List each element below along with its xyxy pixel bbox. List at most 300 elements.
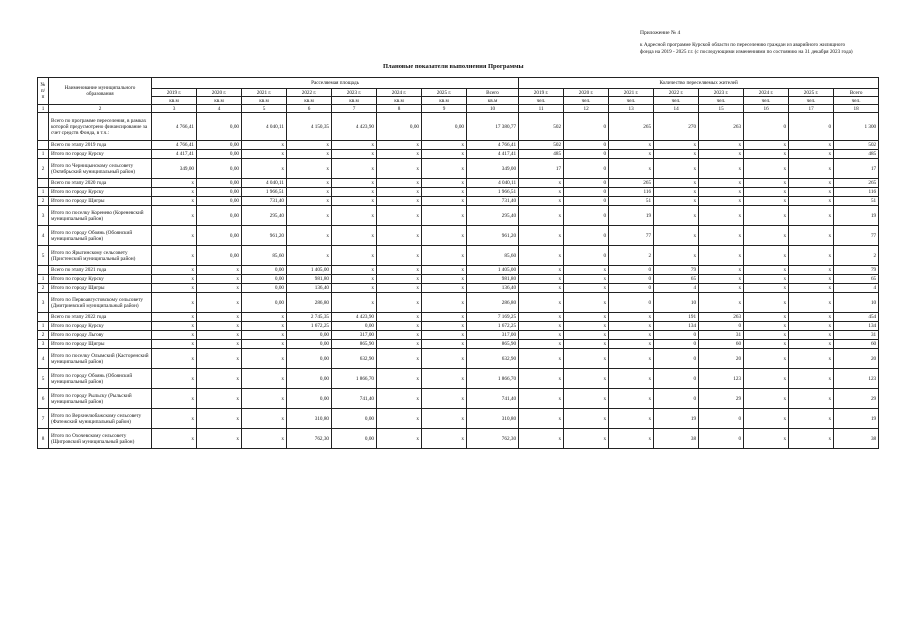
row-name-cell: Всего по этапу 2019 года <box>49 141 152 150</box>
area-value-cell: 17 380,77 <box>467 113 519 141</box>
area-value-cell: x <box>242 331 287 340</box>
row-name-cell: Итого по городу Обоянь (Обоянский муниципальный район) <box>49 369 152 389</box>
area-value-cell: x <box>377 313 422 322</box>
row-number-cell <box>38 313 49 322</box>
unit-header: чел. <box>519 97 564 105</box>
area-value-cell: 0,00 <box>332 409 377 429</box>
row-name-cell: Итого по Черницынскому сельсовету (Октябрьский муниципальный район) <box>49 159 152 179</box>
area-value-cell: x <box>332 206 377 226</box>
people-value-cell: 0 <box>609 266 654 275</box>
area-value-cell: 4 417,41 <box>467 150 519 159</box>
people-value-cell: x <box>609 141 654 150</box>
area-value-cell: 4 150,35 <box>287 113 332 141</box>
row-name-cell: Итого по городу Курску <box>49 322 152 331</box>
unit-header: чел. <box>699 97 744 105</box>
area-value-cell: x <box>332 246 377 266</box>
area-value-cell: x <box>422 206 467 226</box>
area-value-cell: 1 672,25 <box>287 322 332 331</box>
area-value-cell: 7 169,25 <box>467 313 519 322</box>
row-name-cell: Итого по поселку Олымский (Касторенский муниципальный район) <box>49 349 152 369</box>
table-row <box>38 141 879 150</box>
area-value-cell: x <box>332 179 377 188</box>
unit-header: чел. <box>564 97 609 105</box>
column-number: 4 <box>197 105 242 113</box>
area-value-cell: x <box>287 226 332 246</box>
people-value-cell: 502 <box>834 141 879 150</box>
people-value-cell: x <box>789 159 834 179</box>
people-value-cell: x <box>609 159 654 179</box>
people-value-cell: x <box>519 206 564 226</box>
table-row <box>38 188 879 197</box>
area-value-cell: 0,00 <box>422 113 467 141</box>
people-value-cell: x <box>609 322 654 331</box>
area-value-cell: 0,00 <box>332 322 377 331</box>
column-number: 9 <box>422 105 467 113</box>
people-value-cell: 0 <box>564 113 609 141</box>
unit-header: кв.м <box>377 97 422 105</box>
row-number-cell: 4 <box>38 226 49 246</box>
table-row <box>38 313 879 322</box>
people-value-cell: x <box>789 340 834 349</box>
area-value-cell: 0,00 <box>287 369 332 389</box>
area-value-cell: 295,40 <box>467 206 519 226</box>
people-value-cell: x <box>564 389 609 409</box>
area-value-cell: x <box>287 206 332 226</box>
unit-header: чел. <box>834 97 879 105</box>
area-value-cell: 4 417,41 <box>152 150 197 159</box>
people-value-cell: x <box>519 349 564 369</box>
area-value-cell: x <box>197 331 242 340</box>
people-value-cell: x <box>744 313 789 322</box>
area-value-cell: 4 423,90 <box>332 113 377 141</box>
area-value-cell: x <box>377 369 422 389</box>
area-value-cell: x <box>422 197 467 206</box>
people-value-cell: x <box>789 188 834 197</box>
area-value-cell: x <box>332 188 377 197</box>
area-value-cell: x <box>152 275 197 284</box>
area-value-cell: x <box>377 141 422 150</box>
people-value-cell: x <box>744 266 789 275</box>
people-value-cell: x <box>744 188 789 197</box>
area-value-cell: x <box>152 188 197 197</box>
area-value-cell: x <box>377 349 422 369</box>
table-row <box>38 369 879 389</box>
area-value-cell: x <box>152 197 197 206</box>
people-year-header: Всего <box>834 89 879 97</box>
area-value-cell: x <box>332 293 377 313</box>
area-value-cell: x <box>242 141 287 150</box>
people-value-cell: 270 <box>654 113 699 141</box>
area-value-cell: x <box>242 369 287 389</box>
people-value-cell: 265 <box>609 113 654 141</box>
table-row <box>38 331 879 340</box>
area-value-cell: x <box>287 197 332 206</box>
area-value-cell: x <box>287 141 332 150</box>
people-value-cell: x <box>744 293 789 313</box>
people-value-cell: x <box>609 331 654 340</box>
area-value-cell: 0,00 <box>197 246 242 266</box>
people-value-cell: x <box>519 293 564 313</box>
people-value-cell: x <box>564 275 609 284</box>
area-year-header: 2023 г. <box>332 89 377 97</box>
area-year-header: 2025 г. <box>422 89 467 97</box>
people-value-cell: x <box>519 313 564 322</box>
area-value-cell: x <box>152 429 197 449</box>
people-value-cell: x <box>519 429 564 449</box>
row-number-cell: 1 <box>38 188 49 197</box>
area-value-cell: x <box>377 150 422 159</box>
area-value-cell: 317,00 <box>332 331 377 340</box>
people-value-cell: x <box>609 369 654 389</box>
row-number-cell: 3 <box>38 340 49 349</box>
people-value-cell: x <box>519 369 564 389</box>
area-value-cell: 0,00 <box>242 275 287 284</box>
people-value-cell: 116 <box>834 188 879 197</box>
row-name-cell: Итого по городу Щигры <box>49 197 152 206</box>
area-value-cell: 4 040,11 <box>242 179 287 188</box>
unit-header: кв.м <box>422 97 467 105</box>
people-value-cell: x <box>789 293 834 313</box>
area-value-cell: x <box>377 246 422 266</box>
area-value-cell: 0,00 <box>197 179 242 188</box>
area-value-cell: x <box>152 369 197 389</box>
people-value-cell: x <box>789 284 834 293</box>
area-value-cell: x <box>152 313 197 322</box>
people-value-cell: 0 <box>564 226 609 246</box>
column-number: 7 <box>332 105 377 113</box>
area-value-cell: x <box>197 293 242 313</box>
area-value-cell: 0,00 <box>287 331 332 340</box>
people-value-cell: 4 <box>654 284 699 293</box>
unit-header: чел. <box>789 97 834 105</box>
area-value-cell: 981,80 <box>287 275 332 284</box>
area-value-cell: 741,40 <box>467 389 519 409</box>
row-name-cell: Всего по программе переселения, в рамках которой предусмотрено финансирование за счет средств Фонда, в т.ч.: <box>49 113 152 141</box>
row-name-cell: Итого по городу Курску <box>49 275 152 284</box>
table-row <box>38 275 879 284</box>
area-value-cell: 0,00 <box>197 226 242 246</box>
area-value-cell: x <box>422 340 467 349</box>
people-value-cell: x <box>789 226 834 246</box>
area-value-cell: 1 405,00 <box>467 266 519 275</box>
people-value-cell: x <box>699 159 744 179</box>
unit-header: чел. <box>654 97 699 105</box>
row-number-cell: 7 <box>38 409 49 429</box>
unit-header: чел. <box>744 97 789 105</box>
people-value-cell: 0 <box>564 246 609 266</box>
area-value-cell: x <box>332 150 377 159</box>
people-value-cell: 0 <box>699 409 744 429</box>
area-value-cell: x <box>377 159 422 179</box>
people-value-cell: 38 <box>654 429 699 449</box>
area-value-cell: x <box>422 409 467 429</box>
people-value-cell: 263 <box>699 313 744 322</box>
area-value-cell: x <box>152 206 197 226</box>
area-value-cell: 286,80 <box>287 293 332 313</box>
people-value-cell: x <box>789 409 834 429</box>
people-value-cell: 191 <box>654 313 699 322</box>
row-name-cell: Итого по городу Обоянь (Обоянский муниципальный район) <box>49 226 152 246</box>
unit-header: кв.м <box>197 97 242 105</box>
area-value-cell: x <box>377 179 422 188</box>
table-row <box>38 429 879 449</box>
people-value-cell: 0 <box>564 141 609 150</box>
people-value-cell: 60 <box>699 340 744 349</box>
people-value-cell: 10 <box>654 293 699 313</box>
people-value-cell: 19 <box>654 409 699 429</box>
people-value-cell: x <box>519 188 564 197</box>
column-number: 10 <box>467 105 519 113</box>
table-row <box>38 340 879 349</box>
area-value-cell: x <box>422 322 467 331</box>
row-number-cell: 2 <box>38 159 49 179</box>
document-title: Плановые показатели выполнения Программы <box>383 63 524 70</box>
area-value-cell: x <box>197 429 242 449</box>
people-value-cell: x <box>519 197 564 206</box>
people-value-cell: 17 <box>519 159 564 179</box>
people-value-cell: 265 <box>834 179 879 188</box>
area-value-cell: 4 040,11 <box>467 179 519 188</box>
people-value-cell: x <box>744 322 789 331</box>
row-name-cell: Итого по городу Рыльску (Рыльский муниципальный район) <box>49 389 152 409</box>
people-value-cell: x <box>609 349 654 369</box>
area-value-cell: 961,20 <box>242 226 287 246</box>
people-value-cell: x <box>789 331 834 340</box>
table-row <box>38 246 879 266</box>
area-value-cell: 4 766,41 <box>152 113 197 141</box>
people-value-cell: 77 <box>834 226 879 246</box>
people-value-cell: x <box>564 284 609 293</box>
people-value-cell: x <box>519 331 564 340</box>
people-value-cell: 2 <box>609 246 654 266</box>
people-value-cell: x <box>564 293 609 313</box>
people-value-cell: 0 <box>564 179 609 188</box>
people-value-cell: 20 <box>699 349 744 369</box>
people-value-cell: x <box>744 197 789 206</box>
people-value-cell: x <box>609 409 654 429</box>
people-value-cell: x <box>699 188 744 197</box>
people-value-cell: x <box>744 226 789 246</box>
people-year-header: 2025 г. <box>789 89 834 97</box>
people-value-cell: 134 <box>834 322 879 331</box>
area-value-cell: 0,00 <box>287 340 332 349</box>
area-value-cell: x <box>422 246 467 266</box>
people-value-cell: 79 <box>654 266 699 275</box>
people-value-cell: x <box>744 349 789 369</box>
area-value-cell: x <box>377 409 422 429</box>
column-number: 12 <box>564 105 609 113</box>
area-year-header: 2021 г. <box>242 89 287 97</box>
area-value-cell: 0,00 <box>197 113 242 141</box>
people-value-cell: x <box>699 141 744 150</box>
table-row <box>38 179 879 188</box>
area-value-cell: 762,30 <box>467 429 519 449</box>
area-value-cell: x <box>377 322 422 331</box>
area-year-header: 2022 г. <box>287 89 332 97</box>
people-value-cell: 31 <box>834 331 879 340</box>
people-value-cell: 0 <box>609 275 654 284</box>
area-value-cell: 4 766,41 <box>152 141 197 150</box>
people-value-cell: 65 <box>834 275 879 284</box>
people-value-cell: 19 <box>609 206 654 226</box>
people-value-cell: x <box>699 226 744 246</box>
row-number-cell: 8 <box>38 429 49 449</box>
area-value-cell: x <box>377 429 422 449</box>
area-value-cell: x <box>422 275 467 284</box>
people-value-cell: x <box>789 141 834 150</box>
people-value-cell: 79 <box>834 266 879 275</box>
row-name-cell: Итого по Верхнелюбажскому сельсовету (Фатежский муниципальный район) <box>49 409 152 429</box>
people-value-cell: x <box>789 313 834 322</box>
area-value-cell: 310,80 <box>287 409 332 429</box>
people-value-cell: 0 <box>654 349 699 369</box>
people-value-cell: x <box>699 206 744 226</box>
people-value-cell: 38 <box>834 429 879 449</box>
people-value-cell: x <box>744 275 789 284</box>
table-row <box>38 266 879 275</box>
people-value-cell: x <box>789 266 834 275</box>
area-value-cell: x <box>377 284 422 293</box>
area-value-cell: 310,80 <box>467 409 519 429</box>
people-value-cell: x <box>789 349 834 369</box>
area-value-cell: x <box>242 340 287 349</box>
area-value-cell: x <box>422 429 467 449</box>
area-year-header: 2020 г. <box>197 89 242 97</box>
area-value-cell: 1 405,00 <box>287 266 332 275</box>
plan-indicators-table <box>37 77 879 449</box>
people-value-cell: x <box>744 246 789 266</box>
people-value-cell: 0 <box>564 188 609 197</box>
people-value-cell: 454 <box>834 313 879 322</box>
people-value-cell: x <box>789 206 834 226</box>
people-value-cell: x <box>744 284 789 293</box>
people-value-cell: x <box>564 313 609 322</box>
area-value-cell: x <box>377 275 422 284</box>
people-value-cell: x <box>744 206 789 226</box>
area-value-cell: 865,90 <box>467 340 519 349</box>
people-value-cell: x <box>609 340 654 349</box>
table-row <box>38 113 879 141</box>
area-value-cell: x <box>377 293 422 313</box>
units-header-row <box>38 97 879 105</box>
table-row <box>38 389 879 409</box>
row-name-cell: Итого по городу Щигры <box>49 284 152 293</box>
area-value-cell: x <box>377 389 422 409</box>
column-number-row <box>38 105 879 113</box>
people-value-cell: x <box>744 331 789 340</box>
area-value-cell: 0,00 <box>377 113 422 141</box>
people-value-cell: 134 <box>654 322 699 331</box>
people-value-cell: x <box>609 389 654 409</box>
people-value-cell: x <box>519 246 564 266</box>
people-value-cell: 0 <box>654 369 699 389</box>
area-value-cell: x <box>332 226 377 246</box>
area-value-cell: 295,40 <box>242 206 287 226</box>
area-value-cell: x <box>332 197 377 206</box>
people-value-cell: x <box>564 331 609 340</box>
people-value-cell: 51 <box>609 197 654 206</box>
area-value-cell: 0,00 <box>242 284 287 293</box>
people-value-cell: x <box>789 369 834 389</box>
people-value-cell: x <box>699 197 744 206</box>
column-number: 6 <box>287 105 332 113</box>
appendix-reference: к Адресной программе Курской области по переселению граждан из аварийного жилищного фонда на 2019 - 2025 г.г. (с последующими изменениями по состоянию на 31 декабря 2023 года) <box>640 42 853 55</box>
people-value-cell: x <box>654 206 699 226</box>
people-value-cell: x <box>699 266 744 275</box>
unit-header: чел. <box>609 97 654 105</box>
row-number-cell: 2 <box>38 331 49 340</box>
people-value-cell: 0 <box>654 340 699 349</box>
column-number: 15 <box>699 105 744 113</box>
people-value-cell: x <box>699 293 744 313</box>
people-group-header: Количество переселяемых жителей <box>519 78 879 89</box>
people-value-cell: 0 <box>699 429 744 449</box>
unit-header: кв.м <box>242 97 287 105</box>
people-value-cell: 123 <box>699 369 744 389</box>
years-header-row <box>38 89 879 97</box>
area-value-cell: x <box>377 266 422 275</box>
area-value-cell: x <box>422 293 467 313</box>
people-value-cell: x <box>744 179 789 188</box>
people-value-cell: 51 <box>834 197 879 206</box>
area-value-cell: x <box>287 159 332 179</box>
area-value-cell: 4 423,90 <box>332 313 377 322</box>
area-value-cell: 0,00 <box>197 197 242 206</box>
row-name-cell: Итого по городу Курску <box>49 188 152 197</box>
area-value-cell: x <box>152 349 197 369</box>
area-value-cell: x <box>422 331 467 340</box>
area-value-cell: x <box>422 141 467 150</box>
row-name-cell: Всего по этапу 2021 года <box>49 266 152 275</box>
area-value-cell: x <box>197 284 242 293</box>
people-value-cell: x <box>789 150 834 159</box>
area-value-cell: x <box>152 246 197 266</box>
people-value-cell: x <box>744 141 789 150</box>
people-value-cell: x <box>519 322 564 331</box>
people-value-cell: x <box>564 409 609 429</box>
row-number-cell: 4 <box>38 349 49 369</box>
people-value-cell: x <box>654 197 699 206</box>
people-value-cell: x <box>744 409 789 429</box>
area-value-cell: 0,00 <box>242 293 287 313</box>
people-value-cell: 485 <box>834 150 879 159</box>
people-value-cell: x <box>789 179 834 188</box>
area-group-header: Расселяемая площадь <box>152 78 519 89</box>
area-value-cell: 981,80 <box>467 275 519 284</box>
area-value-cell: 0,00 <box>332 429 377 449</box>
area-value-cell: x <box>422 188 467 197</box>
area-value-cell: 1 966,51 <box>467 188 519 197</box>
area-value-cell: 1 672,25 <box>467 322 519 331</box>
column-number: 16 <box>744 105 789 113</box>
people-value-cell: x <box>609 150 654 159</box>
people-value-cell: x <box>744 159 789 179</box>
people-value-cell: x <box>564 340 609 349</box>
table-row <box>38 293 879 313</box>
table-row <box>38 322 879 331</box>
people-value-cell: 19 <box>834 206 879 226</box>
column-number: 14 <box>654 105 699 113</box>
people-value-cell: x <box>519 266 564 275</box>
people-value-cell: x <box>744 369 789 389</box>
area-value-cell: 731,40 <box>242 197 287 206</box>
area-value-cell: x <box>152 331 197 340</box>
people-value-cell: 65 <box>654 275 699 284</box>
column-number: 18 <box>834 105 879 113</box>
people-value-cell: 31 <box>699 331 744 340</box>
area-value-cell: x <box>242 349 287 369</box>
people-value-cell: x <box>789 429 834 449</box>
